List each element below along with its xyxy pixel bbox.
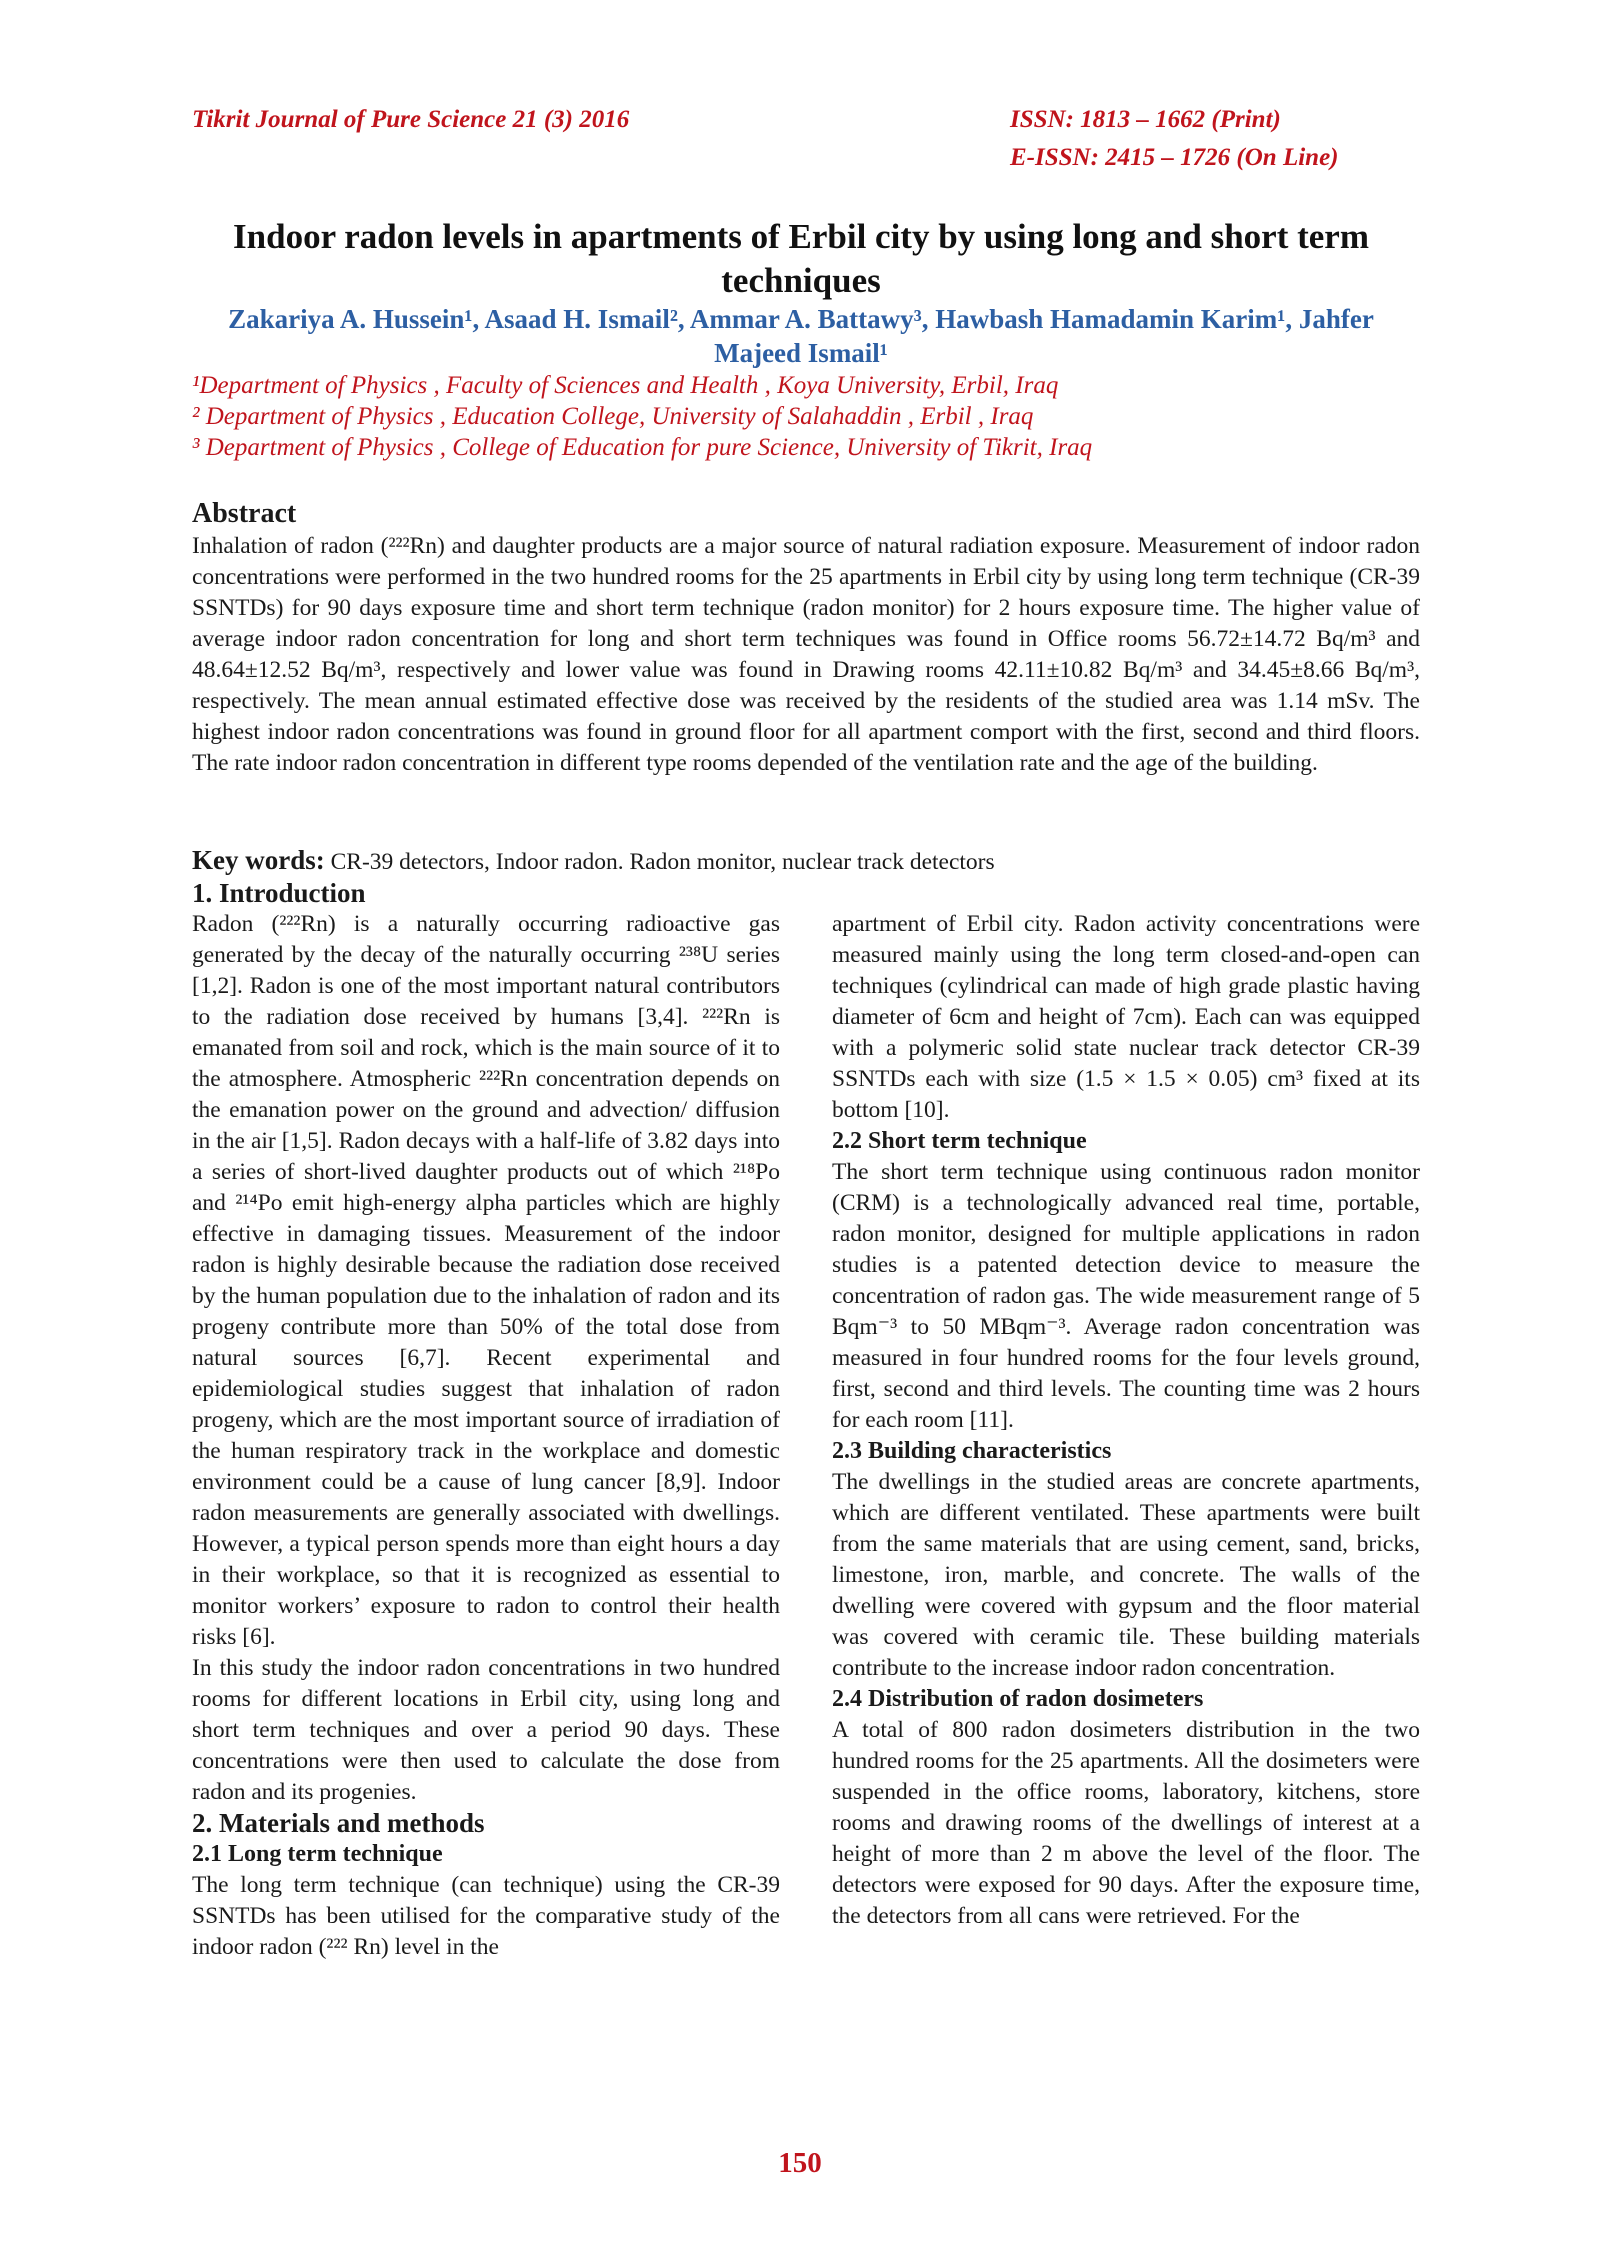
left-column	[192, 878, 780, 1963]
page-number: 150	[778, 2147, 822, 2179]
keywords-label: Key words:	[192, 845, 325, 875]
short-term-paragraph: The short term technique using continuous radon monitor (CRM) is a technologically advanced real time, portable, radon monitor, designed for multiple applications in radon studies is a patented detection device to measure the concentration of radon gas. The wide measurement range of 5 Bqm⁻³ to 50 MBqm⁻³. Average radon concentration was measured in four hundred rooms for the four levels ground, first, second and third levels. The counting time was 2 hours for each room [11].	[832, 1159, 1420, 1433]
short-term-heading: 2.2 Short term technique	[832, 1128, 1087, 1154]
issn-print: ISSN: 1813 – 1662 (Print)	[1010, 106, 1281, 133]
keywords	[192, 845, 995, 878]
introduction-heading: 1. Introduction	[192, 878, 366, 908]
distribution-heading: 2.4 Distribution of radon dosimeters	[832, 1686, 1204, 1712]
introduction-paragraph-2: In this study the indoor radon concentrations in two hundred rooms for different locations in Erbil city, using long and short term techniques and over a period 90 days. These concentrations were then used to calculate the dose from radon and its progenies.	[192, 1655, 780, 1805]
affiliation-2: ² Department of Physics , Education College, University of Salahaddin , Erbil , Iraq	[192, 403, 1034, 430]
introduction-paragraph-1: Radon (²²²Rn) is a naturally occurring radioactive gas generated by the decay of the naturally occurring ²³⁸U series [1,2]. Radon is one of the most important natural contributors to the radiation dose received by humans [3,4]. ²²²Rn is emanated from soil and rock, which is the main source of it to the atmosphere. Atmospheric ²²²Rn concentration depends on the emanation power on the ground and advection/ diffusion in the air [1,5]. Radon decays with a half-life of 3.82 days into a series of short-lived daughter products out of which ²¹⁸Po and ²¹⁴Po emit high-energy alpha particles which are highly effective in damaging tissues. Measurement of the indoor radon is highly desirable because the radiation dose received by the human population due to the inhalation of radon and its progeny contribute more than 50% of the total dose from natural sources [6,7]. Recent experimental and epidemiological studies suggest that inhalation of radon progeny, which are the most important source of irradiation of the human respiratory track in the workplace and domestic environment could be a cause of lung cancer [8,9]. Indoor radon measurements are generally associated with dwellings. However, a typical person spends more than eight hours a day in their workplace, so that it is recognized as essential to monitor workers’ exposure to radon to control their health risks [6].	[192, 911, 780, 1650]
author-list: Zakariya A. Hussein¹, Asaad H. Ismail², Ammar A. Battawy³, Hawbash Hamadamin Karim¹, Jahfer Majeed Ismail¹	[228, 304, 1374, 368]
right-column	[832, 909, 1420, 1932]
journal-title: Tikrit Journal of Pure Science 21 (3) 2016	[192, 106, 630, 133]
keywords-text: CR-39 detectors, Indoor radon. Radon monitor, nuclear track detectors	[324, 849, 995, 875]
distribution-paragraph: A total of 800 radon dosimeters distribution in the two hundred rooms for the 25 apartments. All the dosimeters were suspended in the office rooms, laboratory, kitchens, store rooms and drawing rooms of the dwellings of interest at a height of more than 2 m above the level of the floor. The detectors were exposed for 90 days. After the exposure time, the detectors from all cans were retrieved. For the	[832, 1717, 1420, 1929]
methods-heading: 2. Materials and methods	[192, 1808, 485, 1838]
abstract-heading: Abstract	[192, 498, 297, 529]
long-term-heading: 2.1 Long term technique	[192, 1841, 443, 1867]
building-heading: 2.3 Building characteristics	[832, 1438, 1112, 1464]
issn-online: E-ISSN: 2415 – 1726 (On Line)	[1010, 144, 1339, 171]
affiliations	[192, 370, 1092, 463]
issn-block	[1010, 101, 1339, 177]
building-paragraph: The dwellings in the studied areas are concrete apartments, which are different ventilated. These apartments were built from the same materials that are using cement, sand, bricks, limestone, iron, marble, and concrete. The walls of the dwelling were covered with gypsum and the floor material was covered with ceramic tile. These building materials contribute to the increase indoor radon concentration.	[832, 1469, 1420, 1681]
paper-title: Indoor radon levels in apartments of Erbil city by using long and short term techniques	[233, 217, 1369, 300]
long-term-paragraph: The long term technique (can technique) using the CR-39 SSNTDs has been utilised for the comparative study of the indoor radon (²²² Rn) level in the	[192, 1872, 780, 1960]
abstract-text: Inhalation of radon (²²²Rn) and daughter products are a major source of natural radiation exposure. Measurement of indoor radon concentrations were performed in the two hundred rooms for the 25 apartments in Erbil city by using long term technique (CR-39 SSNTDs) for 90 days exposure time and short term technique (radon monitor) for 2 hours exposure time. The higher value of average indoor radon concentration for long and short term techniques was found in Office rooms 56.72±14.72 Bq/m³ and 48.64±12.52 Bq/m³, respectively and lower value was found in Drawing rooms 42.11±10.82 Bq/m³ and 34.45±8.66 Bq/m³, respectively. The mean annual estimated effective dose was received by the residents of the studied area was 1.14 mSv. The highest indoor radon concentrations was found in ground floor for all apartment comport with the first, second and third floors. The rate indoor radon concentration in different type rooms depended of the ventilation rate and the age of the building.	[192, 533, 1420, 776]
affiliation-3: ³ Department of Physics , College of Education for pure Science, University of Tikrit, Iraq	[192, 434, 1093, 461]
long-term-continuation: apartment of Erbil city. Radon activity concentrations were measured mainly using the long term closed-and-open can techniques (cylindrical can made of high grade plastic having diameter of 6cm and height of 7cm). Each can was equipped with a polymeric solid state nuclear track detector CR-39 SSNTDs each with size (1.5 × 1.5 × 0.05) cm³ fixed at its bottom [10].	[832, 911, 1420, 1123]
affiliation-1: ¹Department of Physics , Faculty of Sciences and Health , Koya University, Erbil, Iraq	[192, 372, 1059, 399]
